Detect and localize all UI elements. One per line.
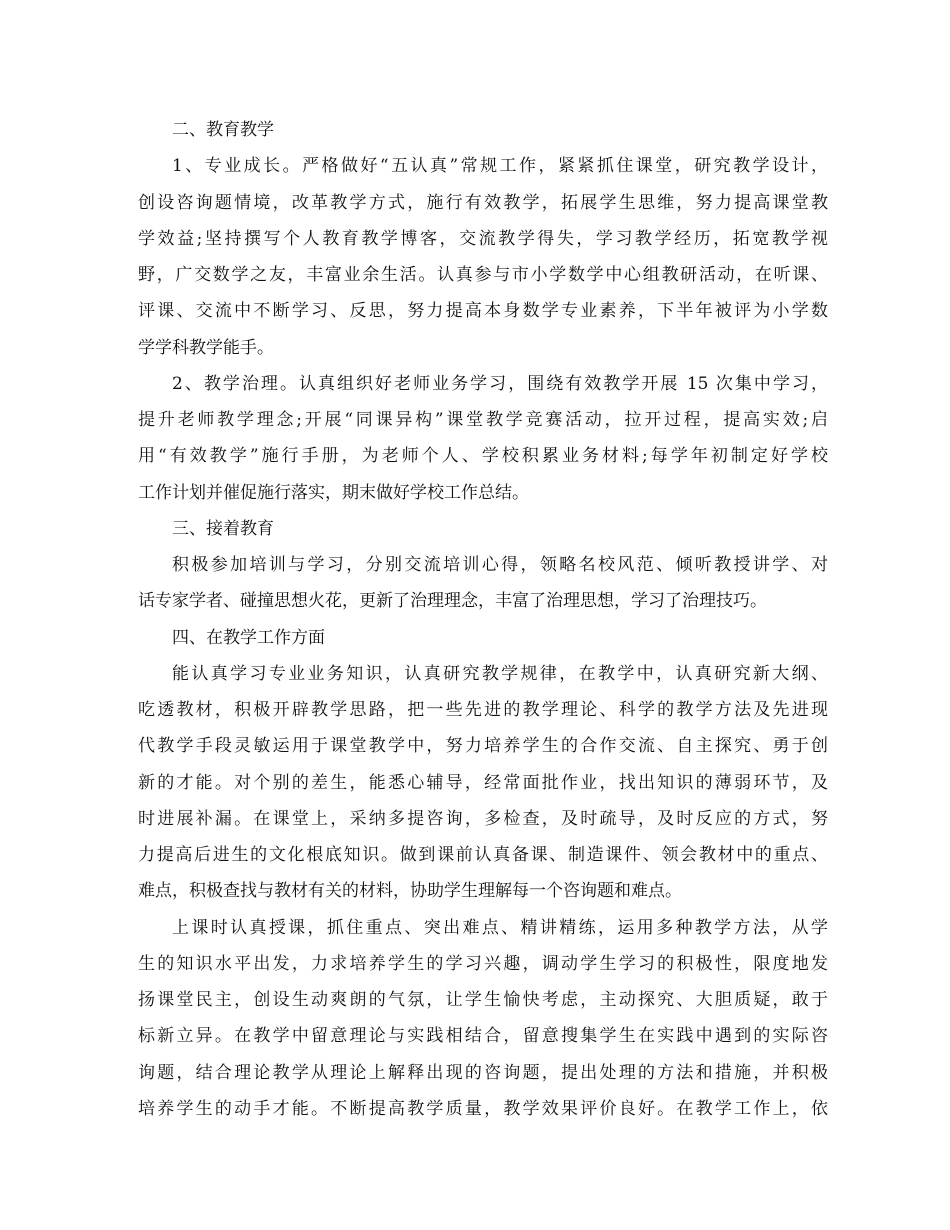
document-body (138, 112, 828, 1127)
paragraph-line: 难点，积极查找与教材有关的材料，协助学生理解每一个咨询题和难点。 (138, 881, 682, 902)
paragraph-line: 时进展补漏。在课堂上，采纳多提咨询，多检查，及时疏导，及时反应的方式，努 (138, 808, 828, 829)
paragraph-line: 学效益;坚持撰写个人教育教学博客，交流教学得失，学习教学经历，拓宽教学视 (138, 228, 828, 249)
section-heading-continuing-education: 三、接着教育 (172, 518, 274, 539)
paragraph-line: 提升老师教学理念;开展“同课异构”课堂教学竞赛活动，拉开过程，提高实效;启 (138, 410, 828, 430)
paragraph-line: 代教学手段灵敏运用于课堂教学中，努力培养学生的合作交流、自主探究、勇于创 (138, 736, 828, 757)
paragraph-line: 用“有效教学”施行手册，为老师个人、学校积累业务材料;每学年初制定好学校 (138, 446, 828, 467)
paragraph-line: 能认真学习专业业务知识，认真研究教学规律，在教学中，认真研究新大纲、 (172, 663, 828, 684)
section-heading-teaching: 二、教育教学 (172, 120, 274, 140)
paragraph-line: 力提高后进生的文化根底知识。做到课前认真备课、制造课件、领会教材中的重点、 (138, 845, 828, 865)
paragraph-line: 新的才能。对个别的差生，能悉心辅导，经常面批作业，找出知识的薄弱环节，及 (138, 772, 828, 793)
paragraph-line: 野，广交数学之友，丰富业余生活。认真参与市小学数学中心组教研活动，在听课、 (138, 265, 828, 285)
paragraph-line: 话专家学者、碰撞思想火花，更新了治理理念，丰富了治理思想，学习了治理技巧。 (138, 591, 767, 612)
paragraph-line: 上课时认真授课，抓住重点、突出难点、精讲精练，运用多种教学方法，从学 (172, 917, 828, 938)
paragraph-line: 培养学生的动手才能。不断提高教学质量，教学效果评价良好。在教学工作上，依 (138, 1098, 828, 1119)
section-heading-teaching-work: 四、在教学工作方面 (172, 627, 325, 648)
paragraph-line: 1、专业成长。严格做好“五认真”常规工作，紧紧抓住课堂，研究教学设计， (172, 156, 828, 177)
paragraph-line: 询题，结合理论教学从理论上解释出现的咨询题，提出处理的方法和措施，并积极 (138, 1062, 828, 1083)
paragraph-line: 创设咨询题情境，改革教学方式，施行有效教学，拓展学生思维，努力提高课堂教 (138, 192, 828, 213)
paragraph-line: 评课、交流中不断学习、反思，努力提高本身数学专业素养，下半年被评为小学数 (138, 301, 828, 322)
paragraph-line: 工作计划并催促施行落实，期末做好学校工作总结。 (138, 482, 529, 503)
paragraph-line: 2、教学治理。认真组织好老师业务学习，围绕有效教学开展 15 次集中学习， (172, 373, 828, 394)
paragraph-line: 扬课堂民主，创设生动爽朗的气氛，让学生愉快考虑，主动探究、大胆质疑，敢于 (138, 990, 828, 1010)
paragraph-line: 吃透教材，积极开辟教学思路，把一些先进的教学理论、科学的教学方法及先进现 (138, 700, 828, 720)
paragraph-line: 学学科教学能手。 (138, 337, 274, 358)
paragraph-line: 生的知识水平出发，力求培养学生的学习兴趣，调动学生学习的积极性，限度地发 (138, 953, 828, 974)
paragraph-line: 标新立异。在教学中留意理论与实践相结合，留意搜集学生在实践中遇到的实际咨 (138, 1026, 828, 1047)
paragraph-line: 积极参加培训与学习，分别交流培训心得，领略名校风范、倾听教授讲学、对 (172, 555, 828, 575)
